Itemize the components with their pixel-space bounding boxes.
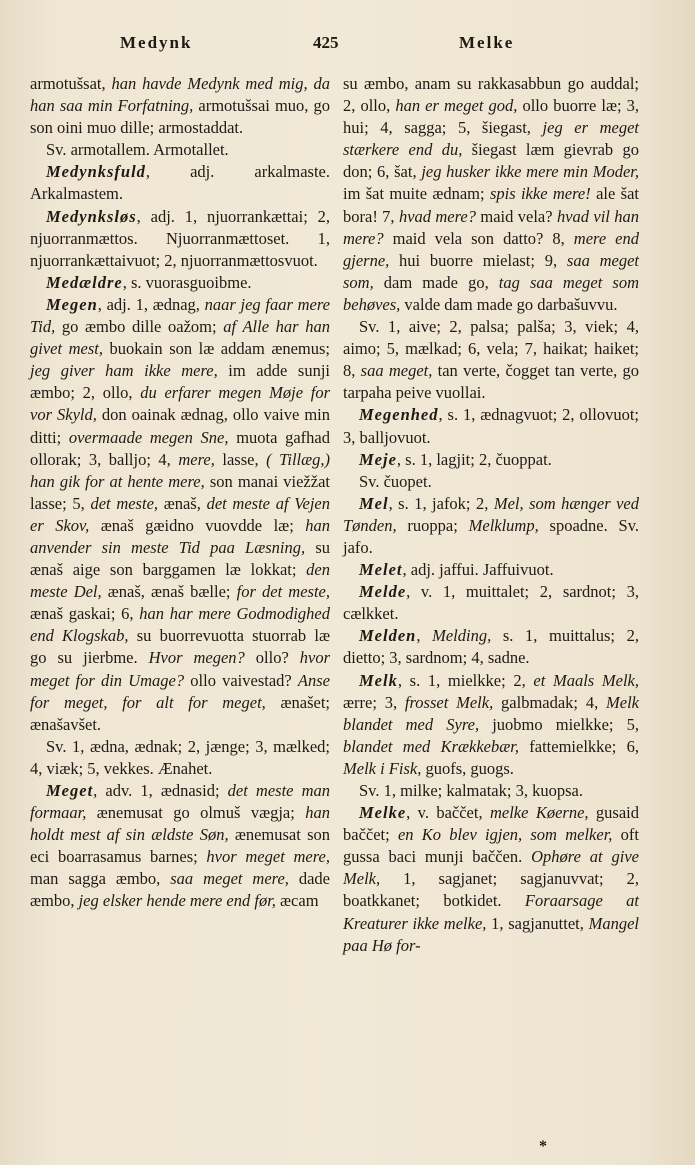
dictionary-entry: Melke, v. baččet, melke Køerne, gusaid baččet; en Ko blev igjen, som melker, oft gussa baci munji baččen. Ophøre at give Melk, 1, sagjanet; sagjanuvvat; 2, boatkkanet; botkidet. Foraarsage at Kreaturer ikke melke, 1, sagjanuttet, Mangel paa Hø for- bbox=[343, 803, 640, 955]
dictionary-entry: Sv. čuopet. bbox=[359, 471, 432, 491]
dictionary-entry: Medynksløs, adj. 1, njuorrankættai; 2, njuorranmættos. Njuorranmættoset. 1, njuorrankættaivuot; 2, njuorranmættosvuot. bbox=[30, 206, 330, 270]
dictionary-entry: Sv. armotallem. Armotallet. bbox=[46, 140, 229, 160]
dictionary-entry: Mel, s. 1, jafok; 2, Mel, som hænger ved Tønden, ruoppa; Melklump, spoadne. Sv. jafo. bbox=[343, 493, 639, 557]
dictionary-entry: Sv. 1, milke; kalmatak; 3, kuopsa. bbox=[359, 781, 583, 800]
signature-mark: * bbox=[539, 1138, 547, 1155]
dictionary-entry: Melet, adj. jaffui. Jaffuivuot. bbox=[359, 560, 554, 580]
dictionary-entry: armotušsat, han havde Medynk med mig, da han saa min Forfatning, armotušsai muo, go son oini muo dille; armostaddat. bbox=[30, 74, 330, 138]
dictionary-entry: Melde, v. 1, muittalet; 2, sardnot; 3, cælkket. bbox=[343, 582, 639, 624]
left-column bbox=[30, 73, 330, 913]
right-column bbox=[343, 73, 639, 957]
dictionary-entry: Sv. 1, aive; 2, palsa; palša; 3, viek; 4, aimo; 5, mælkad; 6, vela; 7, haikat; haiket; 8, saa meget, tan verte, čogget tan verte, go tarpaha peive vuollai. bbox=[343, 317, 640, 403]
header-left-guideword: Medynk bbox=[120, 33, 193, 52]
dictionary-entry: su æmbo, anam su rakkasabbun go auddal; 2, ollo, han er meget god, ollo buorre læ; 3, hui; 4, sagga; 5, šiegast, jeg er meget stærkere end du, šiegast læm gievrab go don; 6, šat, jeg husker ikke mere min Moder, im šat muite ædnam; spis ikke mere! ale šat bora! 7, hvad mere? maid vela? hvad vil han mere? maid vela son datto? 8, mere end gjerne, hui buorre mielast; 9, saa meget som, dam made go, tag saa meget som behøves, valde dam made go darbašuvvu. bbox=[343, 74, 639, 314]
dictionary-entry: Medynksfuld, adj. arkalmaste. Arkalmastem. bbox=[30, 162, 330, 204]
dictionary-entry: Meje, s. 1, lagjit; 2, čuoppat. bbox=[359, 449, 552, 469]
dictionary-entry: Melk, s. 1, mielkke; 2, et Maals Melk, ærre; 3, frosset Melk, galbmadak; 4, Melk blandet med Syre, juobmo mielkke; 5, blandet med Krækkebær, fattemielkke; 6, Melk i Fisk, guofs, guogs. bbox=[343, 670, 640, 778]
header-right-guideword: Melke bbox=[459, 33, 515, 52]
dictionary-entry: Sv. 1, ædna, ædnak; 2, jænge; 3, mælked; 4, viæk; 5, vekkes. Ænahet. bbox=[30, 736, 330, 778]
page-number: 425 bbox=[313, 33, 339, 52]
dictionary-entry: Megen, adj. 1, ædnag, naar jeg faar mere Tid, go æmbo dille oažom; af Alle har han givet mest, buokain son læ addam ænemus; jeg giver ham ikke mere, im adde sunji æmbo; 2, ollo, du erfarer megen Møje for vor Skyld, don oainak ædnag, ollo vaive min ditti; overmaade megen Sne, muota gafhad ollorak; 3, balljo; 4, mere, lasse, ( Tillæg,) han gik for at hente mere, son manai viežžat lasse; 5, det meste, ænaš, det meste af Vejen er Skov, ænaš gæidno vuovdde læ; han anvender sin meste Tid paa Læsning, su ænaš aige son barggamen læ lokkat; den meste Del, ænaš, ænaš bælle; for det meste, ænaš gaskai; 6, han har mere Godmodighed end Klogskab, su buorrevuotta stuorrab læ go su jierbme. Hvor megen? ollo? hvor meget for din Umage? ollo vaivestad? Anse for meget, for alt for meget, ænašet; ænašavšet. bbox=[30, 294, 331, 734]
dictionary-entry: Meget, adv. 1, ædnasid; det meste man formaar, ænemusat go olmuš vægja; han holdt mest af sin ældste Søn, ænemusat son eci boarrasamus barnes; hvor meget mere, man sagga æmbo, saa meget mere, dade æmbo, jeg elsker hende mere end før, æcam bbox=[30, 781, 331, 911]
dictionary-entry: Melden, Melding, s. 1, muittalus; 2, dietto; 3, sardnom; 4, sadne. bbox=[343, 626, 640, 668]
dictionary-entry: Medældre, s. vuorasguoibme. bbox=[46, 272, 252, 292]
page-header bbox=[0, 33, 695, 59]
dictionary-entry: Megenhed, s. 1, ædnagvuot; 2, ollovuot; 3, balljovuot. bbox=[343, 405, 639, 447]
